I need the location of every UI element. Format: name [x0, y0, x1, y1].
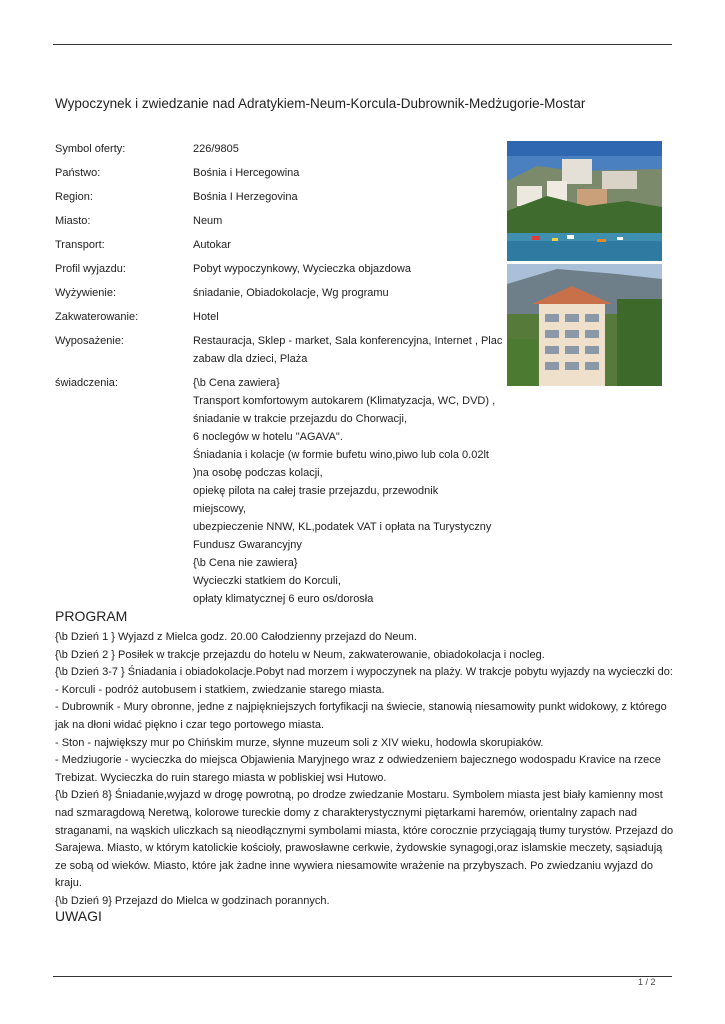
bottom-rule	[53, 976, 672, 977]
detail-label: Region:	[55, 191, 93, 203]
detail-value	[193, 308, 505, 326]
detail-label: Symbol oferty:	[55, 143, 126, 155]
program-line: {\b Dzień 8} Śniadanie,wyjazd w drogę powrotną, po drodze zwiedzanie Mostaru. Symbolem miasta jest biały kamienny most	[55, 789, 663, 802]
detail-value	[193, 140, 505, 158]
detail-value	[193, 188, 505, 206]
detail-row	[55, 212, 505, 230]
detail-value-line: )na osobę podczas kolacji,	[193, 467, 323, 479]
detail-row	[55, 374, 505, 608]
detail-value-line: opłaty klimatycznej 6 euro os/dorosła	[193, 593, 374, 605]
detail-value-line: {\b Cena zawiera}	[193, 377, 280, 389]
program-line: - Korculi - podróż autobusem i statkiem, zwiedzanie starego miasta.	[55, 683, 385, 696]
photo-neum-coast	[507, 141, 662, 261]
detail-row	[55, 332, 505, 368]
detail-row	[55, 140, 505, 158]
program-line: {\b Dzień 2 } Posiłek w trakcje przejazdu do hotelu w Neum, zakwaterowanie, obiadokolacja i nocleg.	[55, 648, 545, 661]
detail-value	[193, 374, 505, 608]
detail-label: świadczenia:	[55, 377, 118, 389]
detail-value	[193, 284, 505, 302]
detail-row	[55, 308, 505, 326]
detail-label: Transport:	[55, 239, 105, 251]
uwagi-heading: UWAGI	[55, 908, 102, 924]
detail-label: Wyposażenie:	[55, 335, 124, 347]
program-line: ze sobą od wieków. Miasto, które jak żadne inne wywiera niesamowite wrażenie na przybyszach. Po zwiedzaniu wyjazd do	[55, 859, 653, 872]
detail-label: Państwo:	[55, 167, 101, 179]
detail-value-line: śniadanie, Obiadokolacje, Wg programu	[193, 287, 389, 299]
offer-details	[55, 140, 505, 614]
program-line: nad szmaragdową Neretwą, kolorowe tureckie domy z charakterystycznymi piętarkami haremów, orientalny zapach nad	[55, 806, 638, 819]
detail-value-line: opiekę pilota na całej trasie przejazdu, przewodnik	[193, 485, 439, 497]
detail-value	[193, 212, 505, 230]
detail-value-line: Transport komfortowym autokarem (Klimatyzacja, WC, DVD) ,	[193, 395, 496, 407]
detail-value-line: Wycieczki statkiem do Korculi,	[193, 575, 341, 587]
detail-value	[193, 164, 505, 182]
detail-value-line: zabaw dla dzieci, Plaża	[193, 353, 308, 365]
program-line: kraju.	[55, 877, 82, 890]
top-rule	[53, 44, 672, 45]
detail-value	[193, 260, 505, 278]
detail-row	[55, 260, 505, 278]
detail-value-line: Pobyt wypoczynkowy, Wycieczka objazdowa	[193, 263, 411, 275]
detail-value-line: Hotel	[193, 311, 219, 323]
detail-label: Wyżywienie:	[55, 287, 117, 299]
detail-value-line: 226/9805	[193, 143, 239, 155]
detail-label: Zakwaterowanie:	[55, 311, 139, 323]
program-line: Sarajewa. Miasto, w którym katolickie kościoły, prawosławne cerkwie, żydowskie synagogi,oraz islamskie meczety, sąsiadują	[55, 842, 663, 855]
detail-value-line: Autokar	[193, 239, 231, 251]
detail-value-line: Bośnia i Hercegowina	[193, 167, 300, 179]
detail-value-line: Fundusz Gwarancyjny	[193, 539, 302, 551]
detail-value	[193, 236, 505, 254]
detail-row	[55, 188, 505, 206]
detail-value-line: miejscowy,	[193, 503, 246, 515]
program-line: {\b Dzień 1 } Wyjazd z Mielca godz. 20.00 Całodzienny przejazd do Neum.	[55, 631, 417, 643]
program-text	[55, 629, 675, 911]
detail-row	[55, 164, 505, 182]
detail-value-line: śniadanie w trakcie przejazdu do Chorwacji,	[193, 413, 407, 425]
detail-value-line: 6 noclegów w hotelu "AGAVA".	[193, 431, 343, 443]
page-number: 1 / 2	[638, 977, 656, 987]
detail-value-line: ubezpieczenie NNW, KL,podatek VAT i opłata na Turystyczny	[193, 521, 492, 533]
detail-row	[55, 236, 505, 254]
detail-value-line: Restauracja, Sklep - market, Sala konferencyjna, Internet , Plac	[193, 335, 503, 347]
detail-value-line: Neum	[193, 215, 223, 227]
detail-value-line: Śniadania i kolacje (w formie bufetu wino,piwo lub cola 0.02lt	[193, 449, 489, 461]
program-line: jak na dłoni widać piękno i czar tego portowego miasta.	[55, 718, 325, 731]
photo-hotel-agava	[507, 264, 662, 386]
program-line: straganami, na wąskich uliczkach są nieodłącznymi symbolami miasta, które corocznie przyciągają tłumy turystów. Przejazd do	[55, 824, 674, 837]
detail-label: Profil wyjazdu:	[55, 263, 126, 275]
program-line: - Medziugorie - wycieczka do miejsca Objawienia Maryjnego wraz z odwiedzeniem bajecznego wodospadu Kravice na rzece	[55, 754, 661, 767]
program-line: Trebizat. Wycieczka do ruin starego miasta w pobliskiej wsi Hutowo.	[55, 771, 387, 784]
detail-value-line: {\b Cena nie zawiera}	[193, 557, 298, 569]
program-line: {\b Dzień 9} Przejazd do Mielca w godzinach porannych.	[55, 894, 330, 907]
detail-row	[55, 284, 505, 302]
program-line: - Dubrownik - Mury obronne, jedne z najpiękniejszych fortyfikacji na świecie, stanowią niesamowity punkt widokowy, z którego	[55, 701, 667, 714]
program-line: - Ston - największy mur po Chińskim murze, słynne muzeum soli z XIV wieku, hodowla skorupiaków.	[55, 736, 544, 749]
program-heading: PROGRAM	[55, 608, 128, 624]
program-line: {\b Dzień 3-7 } Śniadania i obiadokolacje.Pobyt nad morzem i wypoczynek na plaży. W trakcje pobytu wyjazdy na wycieczki do:	[55, 666, 673, 679]
page-title: Wypoczynek i zwiedzanie nad Adratykiem-Neum-Korcula-Dubrownik-Medżugorie-Mostar	[55, 96, 586, 111]
detail-label: Miasto:	[55, 215, 91, 227]
detail-value-line: Bośnia I Herzegovina	[193, 191, 298, 203]
detail-value	[193, 332, 505, 368]
